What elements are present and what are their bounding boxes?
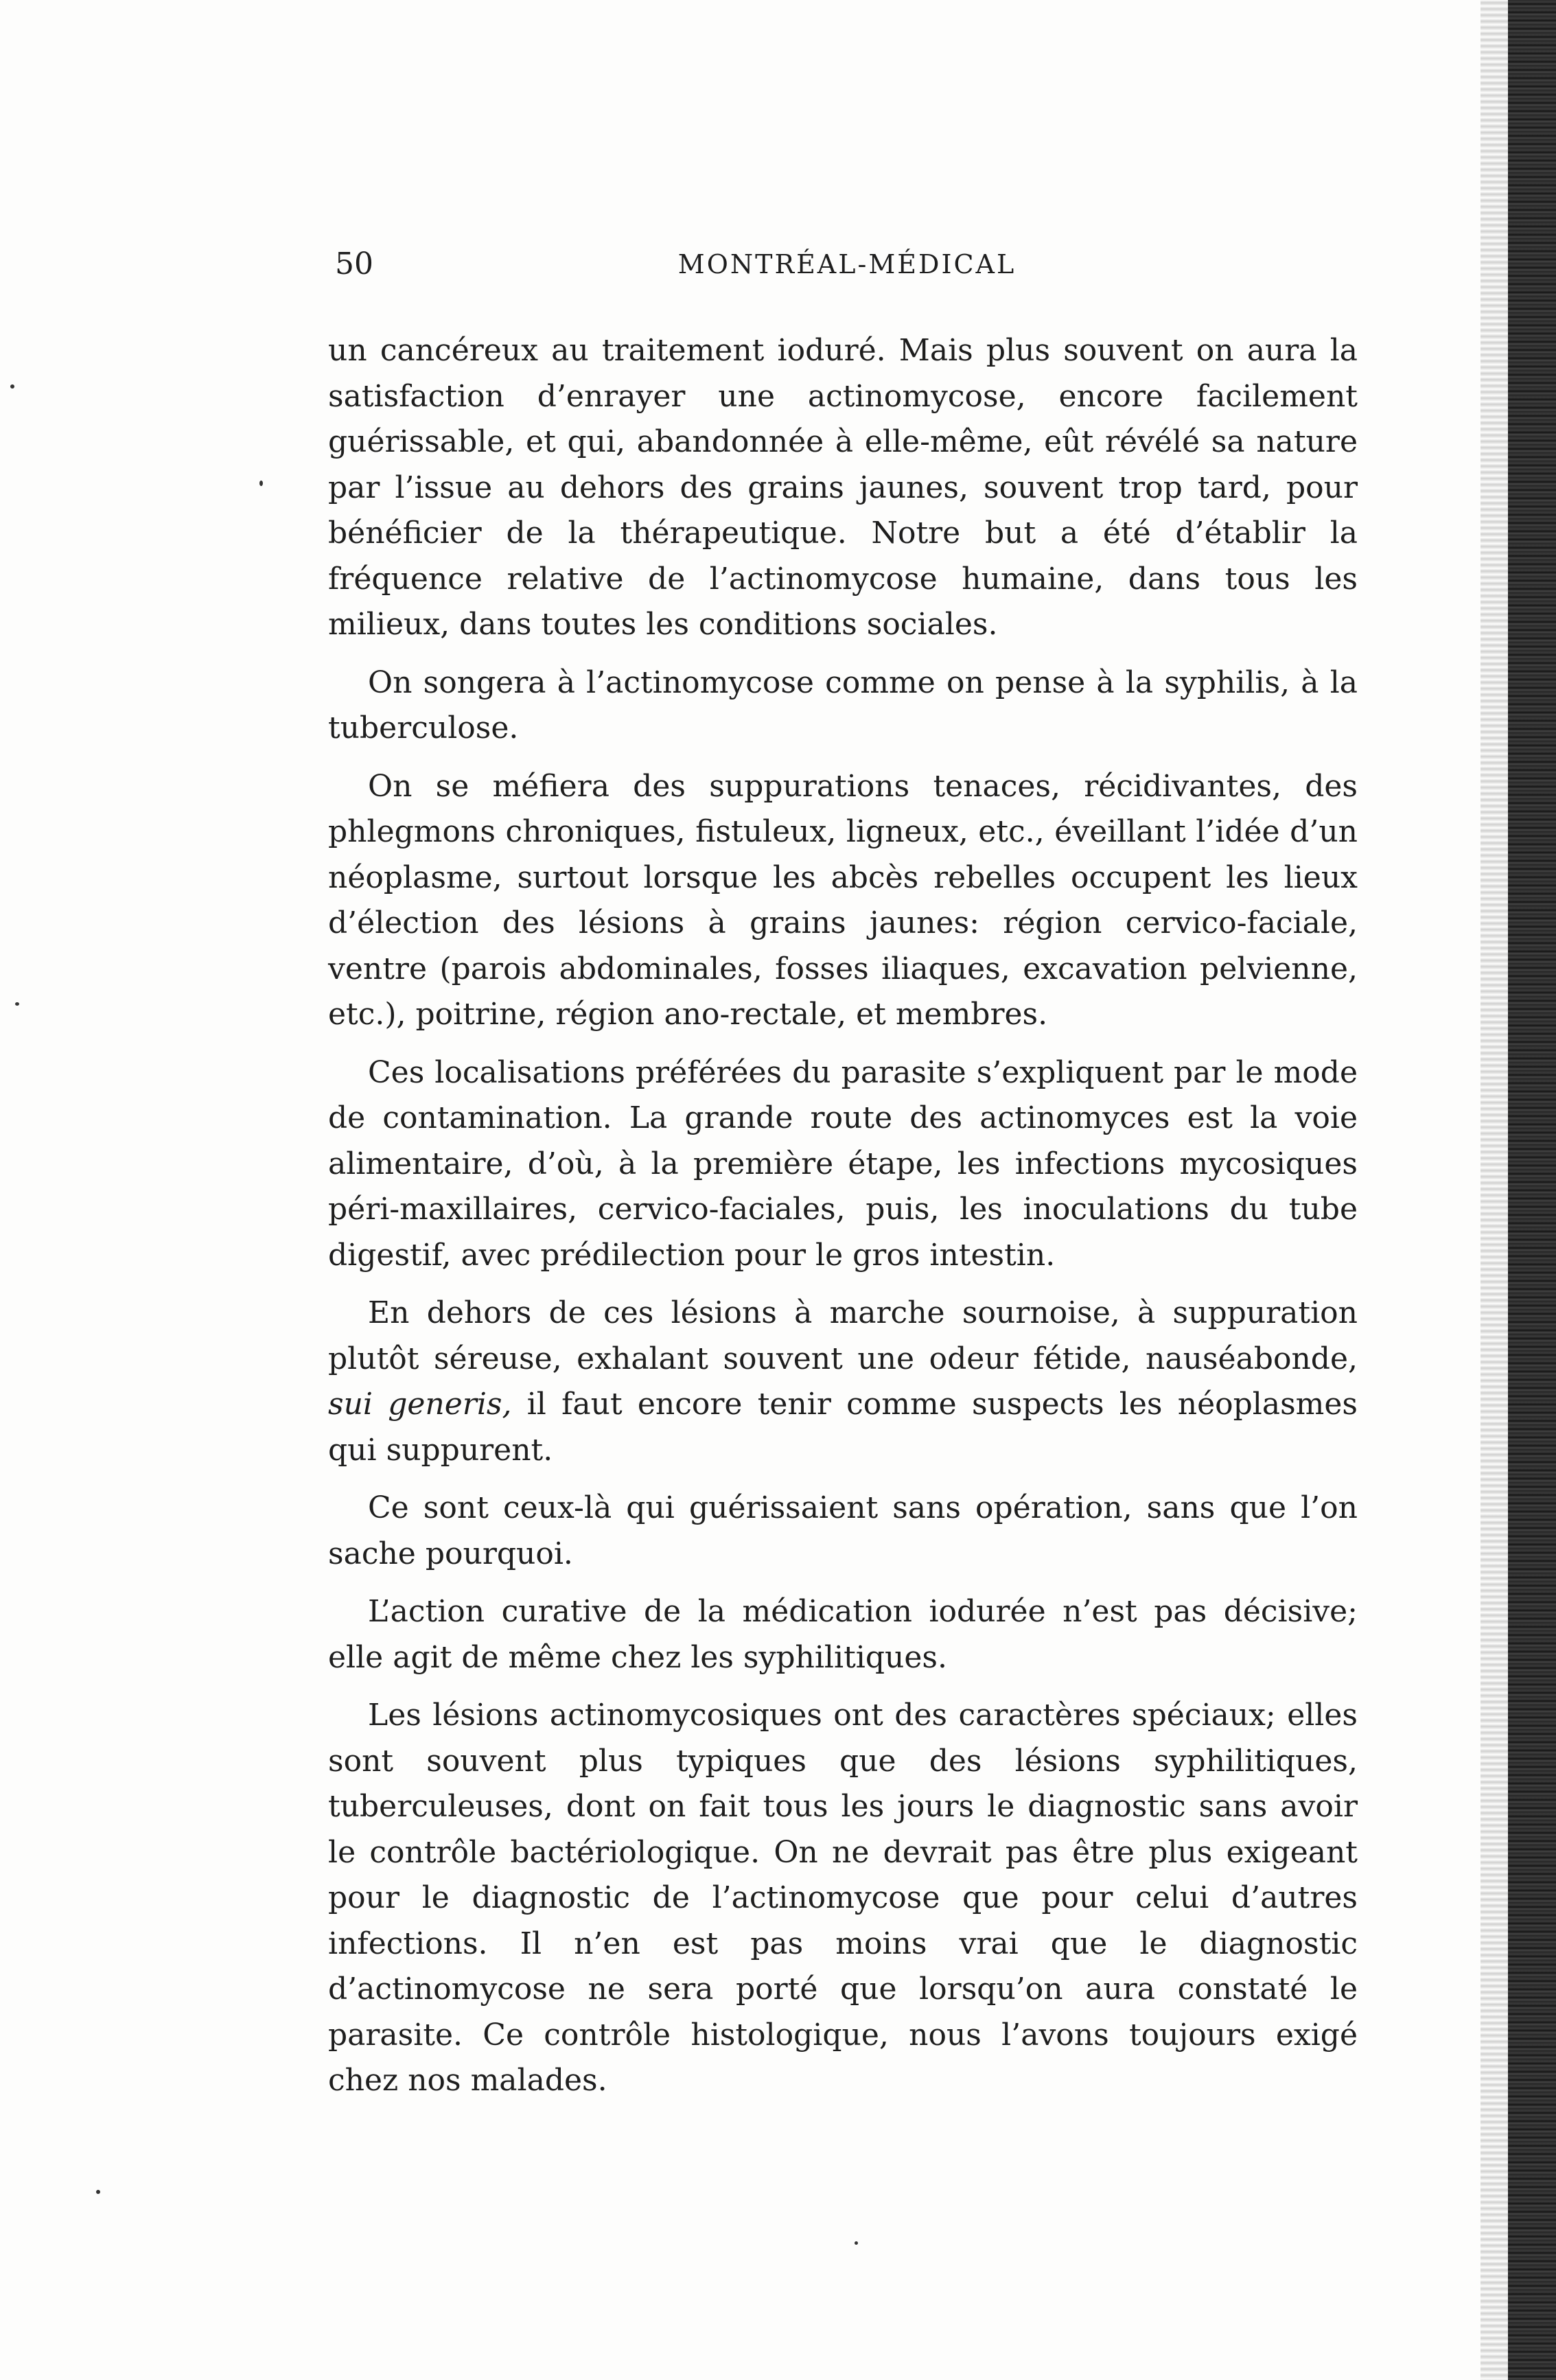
paragraph-text: En dehors de ces lésions à marche sournoise, à suppuration plutôt séreuse, exhalant souvent une odeur fétide, nauséabonde, (328, 1295, 1358, 1376)
paragraph: On songera à l’actinomycose comme on pense à la syphilis, à la tuberculose. (328, 665, 1358, 746)
paragraph: Ce sont ceux-là qui guérissaient sans opération, sans que l’on sache pourquoi. (328, 1490, 1358, 1571)
scan-speck (259, 481, 263, 486)
paragraph: Ces localisations préférées du parasite s’expliquent par le mode de contamination. La grande route des actinomyces est la voie alimentaire, d’où, à la première étape, les infections mycosiques péri-maxillaires, cervico-faciales, puis, les inoculations du tube digestif, avec prédilection pour le gros intestin. (328, 1054, 1358, 1273)
scan-speck (10, 384, 14, 389)
paragraph-with-italic (328, 1291, 1358, 1473)
body-text (328, 328, 1358, 2116)
paragraph-continuation: un cancéreux au traitement ioduré. Mais plus souvent on aura la satisfaction d’enrayer une actinomycose, encore facilement guérissable, et qui, abandonnée à elle-même, eût révélé sa nature par l’issue au dehors des grains jaunes, souvent trop tard, pour bénéficier de la thérapeutique. Notre but a été d’établir la fréquence relative de l’actinomycose humaine, dans tous les milieux, dans toutes les conditions sociales. (328, 333, 1358, 642)
page-number: 50 (335, 246, 373, 281)
scan-speck (855, 2241, 858, 2245)
binding-edge (1508, 0, 1556, 2380)
paragraph: Les lésions actinomycosiques ont des caractères spéciaux; elles sont souvent plus typiques que des lésions syphilitiques, tuberculeuses, dont on fait tous les jours le diagnostic sans avoir le contrôle bactériologique. On ne devrait pas être plus exigeant pour le diagnostic de l’actinomycose que pour celui d’autres infections. Il n’en est pas moins vrai que le diagnostic d’actinomycose ne sera porté que lorsqu’on aura constaté le parasite. Ce contrôle histologique, nous l’avons toujours exigé chez nos malades. (328, 1698, 1358, 2098)
scan-speck (96, 2190, 100, 2194)
running-head (335, 244, 1359, 285)
scan-speck (15, 1002, 19, 1006)
paragraph: On se méfiera des suppurations tenaces, récidivantes, des phlegmons chroniques, fistuleux, ligneux, etc., éveillant l’idée d’un néoplasme, surtout lorsque les abcès rebelles occupent les lieux d’élection des lésions à grains jaunes: région cervico-faciale, ventre (parois abdominales, fosses iliaques, excavation pelvienne, etc.), poitrine, région ano-rectale, et membres. (328, 768, 1358, 1032)
journal-title: MONTRÉAL-MÉDICAL (677, 249, 1017, 279)
binding-shadow (1480, 0, 1508, 2380)
paragraph-text: il faut encore tenir comme suspects les néoplasmes qui suppurent. (328, 1387, 1358, 1468)
paragraph: L’action curative de la médication iodurée n’est pas décisive; elle agit de même chez les syphilitiques. (328, 1594, 1358, 1675)
italic-phrase: sui generis, (328, 1387, 512, 1422)
